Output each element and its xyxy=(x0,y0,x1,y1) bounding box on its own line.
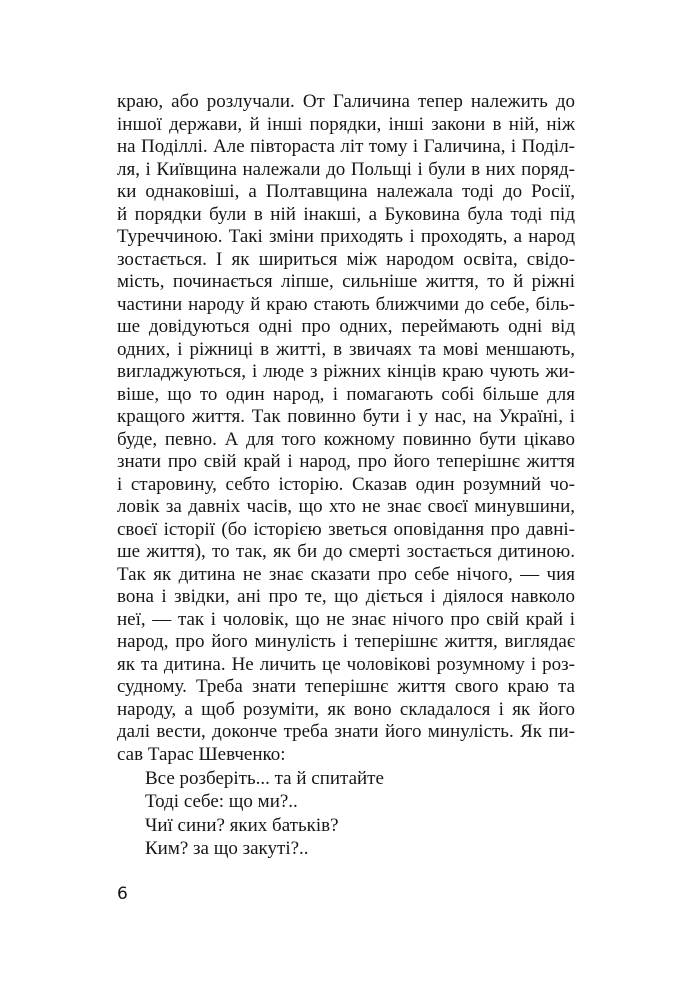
body-text-line: на Поділлі. Але півтораста літ тому і Галичина, і Поділ- xyxy=(117,136,575,157)
poem-line: Тоді себе: що ми?.. xyxy=(145,791,298,813)
body-text-line: ля, і Київщина належали до Польщі і були в них поряд- xyxy=(117,158,575,180)
body-text-line: буде, певно. А для того кожному повинно бути цікаво xyxy=(117,428,575,450)
poem-line: Чиї сини? яких батьків? xyxy=(145,814,339,836)
body-text-line: ки однаковіші, а Полтавщина належала тоді до Росії, xyxy=(117,181,575,202)
body-text-line: краю, або розлучали. От Галичина тепер належить до xyxy=(117,91,575,112)
body-text-line: судному. Треба знати теперішнє життя свого краю та xyxy=(117,676,575,697)
body-text-line: ловік за давніх часів, що хто не знає своєї минувшини, xyxy=(117,496,575,517)
body-text-line: своєї історії (бо історією зветься оповідання про давні- xyxy=(117,518,575,540)
poem-line: Ким? за що закуті?.. xyxy=(145,837,309,859)
main-text-block xyxy=(117,91,575,860)
body-text-line: мість, починається ліпше, сильніше життя, то й ріжні xyxy=(117,271,575,292)
body-text-line: й порядки були в ній інакші, а Буковина була тоді під xyxy=(117,203,575,225)
body-text-line: Туреччиною. Такі зміни приходять і проходять, а народ xyxy=(117,226,575,247)
page-number: 6 xyxy=(117,884,128,904)
body-text-line: віше, що то один народ, і помагають собі більше для xyxy=(117,383,575,405)
body-text-line: ше довідуються одні про одних, переймають одні від xyxy=(117,316,575,337)
body-text-line: народу, а щоб розуміти, як воно складалося і як його xyxy=(117,698,575,720)
poem-quote-block xyxy=(117,767,575,860)
body-text-line: ше життя), то так, як би до смерті зостається дитиною. xyxy=(117,541,575,562)
body-text-line: народ, про його минулість і теперішнє життя, виглядає xyxy=(117,631,575,652)
body-text-line: одних, і ріжниці в житті, в звичаях та мові меншають, xyxy=(117,338,575,360)
body-text-line: кращого життя. Так повинно бути і у нас, на Україні, і xyxy=(117,406,575,427)
body-text-line: як та дитина. Не личить це чоловікові розумному і роз- xyxy=(117,653,575,675)
body-text-line: Так як дитина не знає сказати про себе нічого, — чия xyxy=(117,563,575,585)
body-text-line: сав Тарас Шевченко: xyxy=(117,743,286,765)
body-text-line: неї, — так і чоловік, що не знає нічого про свій край і xyxy=(117,608,575,630)
body-text-line: вигладжуються, і люде з ріжних кінців краю чують жи- xyxy=(117,361,575,382)
body-text-line: зостається. І як шириться між народом освіта, свідо- xyxy=(117,248,575,270)
body-text-line: іншої держави, й інші порядки, інші закони в ній, ніж xyxy=(117,113,575,135)
body-text-line: знати про свій край і народ, про його теперішнє життя xyxy=(117,451,575,472)
poem-line: Все розберіть... та й спитайте xyxy=(145,768,384,789)
body-text-line: вона і звідки, ані про те, що діється і діялося навколо xyxy=(117,586,575,607)
body-text-line: частини народу й краю стають ближчими до себе, біль- xyxy=(117,293,575,315)
body-text-line: і старовину, себто історію. Сказав один розумний чо- xyxy=(117,473,575,495)
body-text-line: далі вести, доконче треба знати його минулість. Як пи- xyxy=(117,721,575,742)
